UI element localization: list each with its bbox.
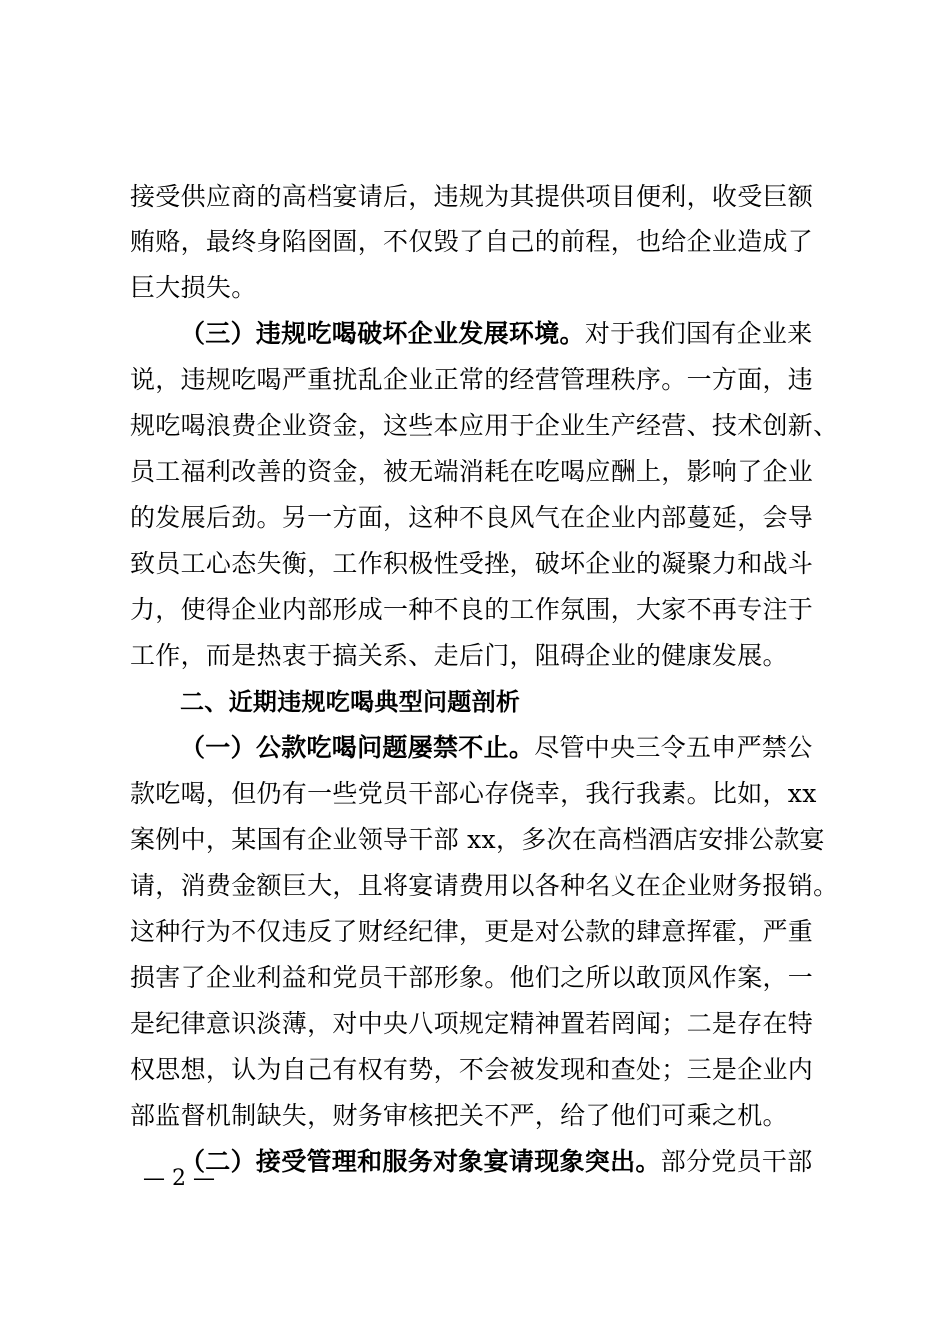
paragraph-line: [180, 1145, 880, 1179]
paragraph-line: [180, 317, 880, 351]
paragraph-line: 员工福利改善的资金，被无端消耗在吃喝应酬上，影响了企业: [130, 457, 814, 486]
paragraph-line: 接受供应商的高档宴请后，违规为其提供项目便利，收受巨额: [130, 182, 814, 211]
subsection-title: （三）违规吃喝破坏企业发展环境。: [180, 319, 585, 348]
paragraph-line: 权思想，认为自己有权有势，不会被发现和查处；三是企业内: [130, 1055, 814, 1084]
paragraph-line: 案例中，某国有企业领导干部 xx，多次在高档酒店安排公款宴: [130, 825, 825, 854]
subsection-title: （二）接受管理和服务对象宴请现象突出。: [180, 1147, 661, 1176]
page-number: — 2 —: [143, 1166, 215, 1191]
paragraph-line: 工作，而是热衷于搞关系、走后门，阻碍企业的健康发展。: [130, 641, 788, 670]
line-text: 对于我们国有企业来: [584, 319, 813, 348]
paragraph-line: 请，消费金额巨大，且将宴请费用以各种名义在企业财务报销。: [130, 871, 839, 900]
paragraph-line: 贿赂，最终身陷囹圄，不仅毁了自己的前程，也给企业造成了: [130, 227, 814, 256]
line-text: 部分党员干部: [660, 1147, 813, 1176]
paragraph-line: 的发展后劲。另一方面，这种不良风气在企业内部蔓延，会导: [130, 503, 814, 532]
paragraph-line: 说，违规吃喝严重扰乱企业正常的经营管理秩序。一方面，违: [130, 365, 814, 394]
paragraph-line: 款吃喝，但仍有一些党员干部心存侥幸，我行我素。比如，xx: [130, 779, 817, 808]
paragraph-line: 这种行为不仅违反了财经纪律，更是对公款的肆意挥霍，严重: [130, 917, 814, 946]
paragraph-line: 力，使得企业内部形成一种不良的工作氛围，大家不再专注于: [130, 595, 814, 624]
paragraph-line: 规吃喝浪费企业资金，这些本应用于企业生产经营、技术创新、: [130, 411, 839, 440]
paragraph-line: 损害了企业利益和党员干部形象。他们之所以敢顶风作案，一: [130, 963, 814, 992]
paragraph-line: [180, 731, 880, 765]
paragraph-line: 巨大损失。: [130, 273, 257, 302]
section-heading: 二、近期违规吃喝典型问题剖析: [180, 688, 521, 716]
subsection-title: （一）公款吃喝问题屡禁不止。: [180, 733, 535, 762]
paragraph-line: 部监督机制缺失，财务审核把关不严，给了他们可乘之机。: [130, 1101, 788, 1130]
line-text: 尽管中央三令五申严禁公: [534, 733, 813, 762]
paragraph-line: 致员工心态失衡，工作积极性受挫，破坏企业的凝聚力和战斗: [130, 549, 814, 578]
paragraph-line: 是纪律意识淡薄，对中央八项规定精神置若罔闻；二是存在特: [130, 1009, 814, 1038]
